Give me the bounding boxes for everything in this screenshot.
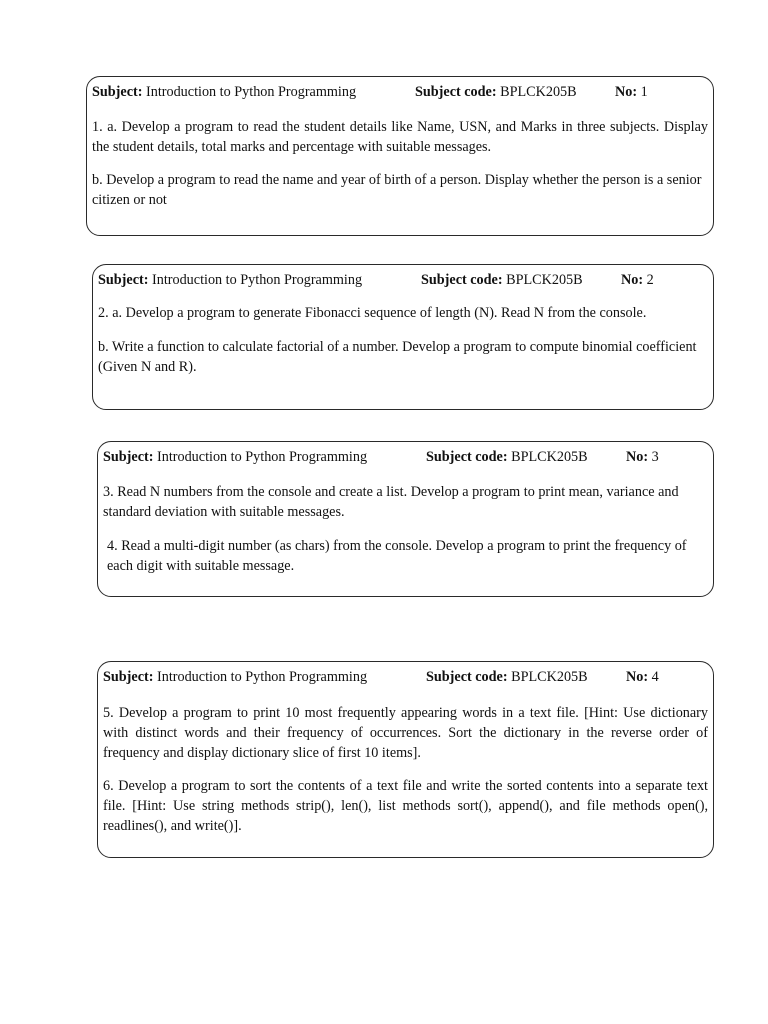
subject-code-field xyxy=(426,668,588,686)
question-text: 6. Develop a program to sort the contents of a text file and write the sorted contents into a separate text file. [Hint: Use string methods strip(), len(), list methods sort(), append(), and file methods open(), readlines(), and write()]. xyxy=(103,778,708,834)
question-text: 4. Read a multi-digit number (as chars) from the console. Develop a program to print the frequency of each digit with suitable message. xyxy=(107,538,687,574)
number-field xyxy=(621,271,654,289)
number-label: No: xyxy=(626,449,649,465)
number-value: 4 xyxy=(651,669,659,685)
subject-code-value: BPLCK205B xyxy=(506,272,583,288)
question-text: 5. Develop a program to print 10 most frequently appearing words in a text file. [Hint: Use dictionary with distinct words and their frequency of occurrences. Sort the dictionary in the reverse order of frequency and display dictionary slice of first 10 items]. xyxy=(103,705,708,761)
number-field xyxy=(626,448,659,466)
subject-field xyxy=(103,668,367,686)
number-value: 2 xyxy=(646,272,654,288)
subject-value: Introduction to Python Programming xyxy=(146,84,357,100)
question-card-1 xyxy=(86,76,714,236)
number-label: No: xyxy=(626,669,649,685)
number-value: 3 xyxy=(651,449,659,465)
subject-field xyxy=(98,271,362,289)
subject-code-field xyxy=(421,271,583,289)
card-header xyxy=(98,271,705,289)
question-card-4 xyxy=(97,661,714,858)
number-value: 1 xyxy=(640,84,648,100)
number-field xyxy=(626,668,659,686)
card-header xyxy=(92,83,705,101)
number-label: No: xyxy=(615,84,638,100)
question-text: b. Develop a program to read the name and year of birth of a person. Display whether the person is a senior citizen or not xyxy=(92,172,702,208)
card-header xyxy=(103,668,705,686)
question-text: 3. Read N numbers from the console and create a list. Develop a program to print mean, variance and standard deviation with suitable messages. xyxy=(103,484,679,520)
subject-label: Subject: xyxy=(103,449,154,465)
subject-code-field xyxy=(415,83,577,101)
subject-code-value: BPLCK205B xyxy=(511,449,588,465)
subject-label: Subject: xyxy=(98,272,149,288)
subject-code-value: BPLCK205B xyxy=(500,84,577,100)
subject-label: Subject: xyxy=(103,669,154,685)
subject-value: Introduction to Python Programming xyxy=(157,669,368,685)
subject-code-label: Subject code: xyxy=(415,84,497,100)
subject-code-field xyxy=(426,448,588,466)
subject-label: Subject: xyxy=(92,84,143,100)
card-header xyxy=(103,448,705,466)
question-card-2 xyxy=(92,264,714,410)
question-text: b. Write a function to calculate factorial of a number. Develop a program to compute binomial coefficient (Given N and R). xyxy=(98,339,697,375)
subject-code-label: Subject code: xyxy=(426,449,508,465)
subject-field xyxy=(103,448,367,466)
question-card-3 xyxy=(97,441,714,597)
subject-value: Introduction to Python Programming xyxy=(152,272,363,288)
question-text: 2. a. Develop a program to generate Fibonacci sequence of length (N). Read N from the console. xyxy=(98,305,647,321)
subject-value: Introduction to Python Programming xyxy=(157,449,368,465)
question-text: 1. a. Develop a program to read the student details like Name, USN, and Marks in three subjects. Display the student details, total marks and percentage with suitable messages. xyxy=(92,119,708,155)
number-label: No: xyxy=(621,272,644,288)
subject-code-label: Subject code: xyxy=(426,669,508,685)
subject-field xyxy=(92,83,356,101)
subject-code-value: BPLCK205B xyxy=(511,669,588,685)
number-field xyxy=(615,83,648,101)
subject-code-label: Subject code: xyxy=(421,272,503,288)
